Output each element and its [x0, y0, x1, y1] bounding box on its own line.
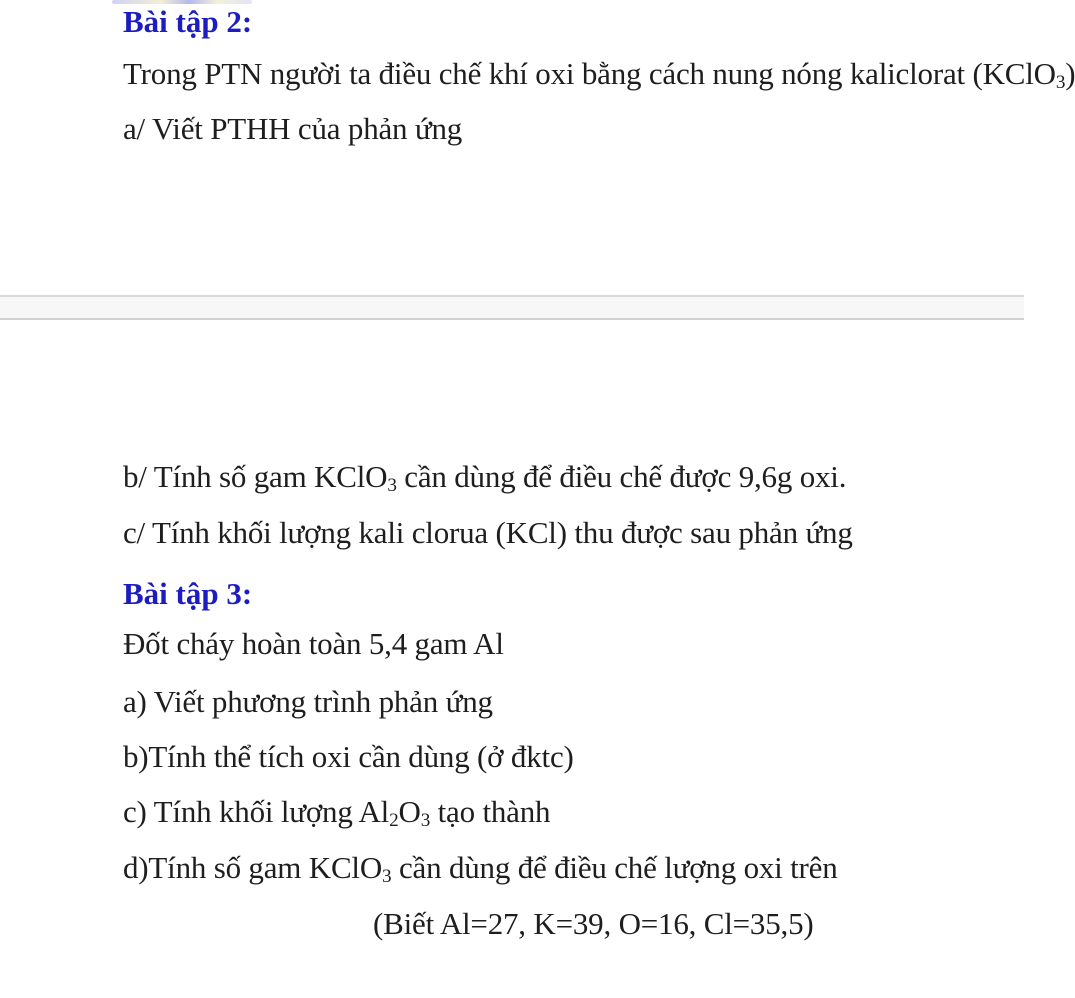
exercise3-heading: Bài tập 3: — [123, 576, 253, 611]
exercise3-part-d: d)Tính số gam KClO$_3$ cần dùng để điều chế lượng oxi trên — [123, 850, 838, 888]
exercise3-part-c: c) Tính khối lượng $Al_2O_3$ tạo thành — [123, 794, 551, 832]
exercise2-part-a: a/ Viết PTHH của phản ứng — [123, 111, 463, 146]
exercise2-part-b: b/ Tính số gam KClO$_3$ cần dùng để điều chế được 9,6g oxi. — [123, 459, 847, 497]
exercise3-part-a: a) Viết phương trình phản ứng — [123, 684, 493, 719]
page-break-divider — [0, 295, 1024, 320]
exercise3-atomic-mass-note: (Biết Al=27, K=39, O=16, Cl=35,5) — [373, 906, 814, 941]
exercise2-intro-text: Trong PTN người ta điều chế khí oxi bằng cách nung nóng kaliclorat (KClO$_3$) — [123, 56, 1075, 94]
exercise2-heading: Bài tập 2: — [123, 4, 253, 39]
exercise3-part-b: b)Tính thể tích oxi cần dùng (ở đktc) — [123, 739, 574, 774]
exercise2-part-c: c/ Tính khối lượng kali clorua (KCl) thu được sau phản ứng — [123, 515, 853, 550]
exercise3-intro-text: Đốt cháy hoàn toàn 5,4 gam Al — [123, 626, 504, 661]
